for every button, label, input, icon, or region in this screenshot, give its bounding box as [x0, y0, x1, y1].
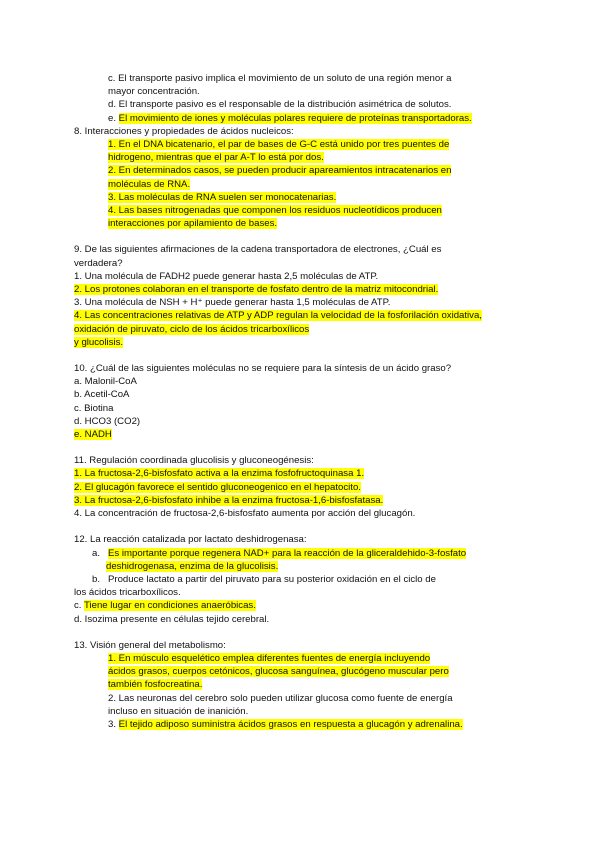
q13-title: 13. Visión general del metabolismo:	[74, 639, 226, 651]
q10-option-b: b. Acetil-CoA	[74, 389, 130, 401]
q12-option-d: d. Isozima presente en células tejido cerebral.	[74, 613, 270, 625]
q7-option-e-prefix: e.	[108, 112, 119, 124]
q12-option-c-prefix: c.	[74, 600, 84, 612]
q10-option-e: e. NADH	[74, 429, 112, 441]
q12-option-b-text1: Produce lactato a partir del piruvato para su posterior oxidación en el ciclo de	[108, 573, 436, 585]
q11-option-3: 3. La fructosa-2,6-bisfosfato inhibe a la enzima fructosa-1,6-bisfosfatasa.	[74, 494, 384, 506]
q8-option-4-line2: interacciones por apilamiento de bases.	[108, 218, 278, 230]
q10-option-a: a. Malonil-CoA	[74, 376, 137, 388]
q10-title: 10. ¿Cuál de las siguientes moléculas no se requiere para la síntesis de un ácido graso?	[74, 363, 452, 375]
q12-title: 12. La reacción catalizada por lactato deshidrogenasa:	[74, 534, 307, 546]
q13-option-3	[74, 718, 530, 731]
q11-option-2: 2. El glucagón favorece el sentido gluconeogenico en el hepatocito.	[74, 481, 361, 493]
q12-option-a-line1	[74, 547, 530, 560]
q8-option-1-line1: 1. En el DNA bicatenario, el par de bases de G-C está unido por tres puentes de	[108, 139, 450, 151]
q12-option-a-prefix: a.	[92, 547, 101, 559]
q7-option-c-line2: mayor concentración.	[108, 86, 200, 98]
q13-option-1-line1: 1. En músculo esquelético emplea diferentes fuentes de energía incluyendo	[108, 652, 431, 664]
q9-option-3: 3. Una molécula de NSH + H⁺ puede generar hasta 1,5 moléculas de ATP.	[74, 297, 391, 309]
q8-title: 8. Interacciones y propiedades de ácidos nucleicos:	[74, 125, 294, 137]
q13-option-2-line1: 2. Las neuronas del cerebro solo pueden utilizar glucosa como fuente de energía	[108, 692, 453, 704]
spacer	[74, 441, 530, 454]
q11-option-4: 4. La concentración de fructosa-2,6-bisfosfato aumenta por acción del glucagón.	[74, 508, 416, 520]
q13-option-3-highlight: El tejido adiposo suministra ácidos grasos en respuesta a glucagón y adrenalina.	[118, 718, 463, 730]
q12-option-b-line1	[74, 573, 530, 586]
q9-option-4-line3: y glucolisis.	[74, 336, 124, 348]
q8-option-2-line1: 2. En determinados casos, se pueden producir apareamientos intracatenarios en	[108, 165, 452, 177]
q8-option-4-line1: 4. Las bases nitrogenadas que componen los residuos nucleotídicos producen	[108, 205, 442, 217]
q9-option-2: 2. Los protones colaboran en el transporte de fosfato dentro de la matriz mitocondrial.	[74, 284, 439, 296]
q9-option-4-line2: oxidación de piruvato, ciclo de los ácidos tricarboxílicos	[74, 323, 310, 335]
q13-option-1-line3: también fosfocreatina.	[108, 679, 203, 691]
q8-option-2-line2: moléculas de RNA.	[108, 178, 191, 190]
q12-option-c	[74, 599, 530, 612]
q12-option-a-text2: deshidrogenasa, enzima de la glucolisis.	[106, 560, 279, 572]
q9-option-1: 1. Una molécula de FADH2 puede generar hasta 2,5 moléculas de ATP.	[74, 270, 379, 282]
q9-title-line1: 9. De las siguientes afirmaciones de la cadena transportadora de electrones, ¿Cuál es	[74, 244, 442, 256]
q8-option-3: 3. Las moléculas de RNA suelen ser monocatenarias.	[108, 191, 337, 203]
q12-option-b-prefix: b.	[92, 573, 101, 585]
q12-option-b-text2: los ácidos tricarboxílicos.	[74, 587, 181, 599]
q11-title: 11. Regulación coordinada glucolisis y gluconeogénesis:	[74, 455, 314, 467]
q7-option-c-line1: c. El transporte pasivo implica el movimiento de un soluto de una región menor a	[108, 73, 452, 84]
spacer	[74, 520, 530, 533]
q12-option-c-highlight: Tiene lugar en condiciones anaeróbicas.	[83, 600, 256, 612]
q7-option-e-highlight: El movimiento de iones y moléculas polares requiere de proteínas transportadoras.	[118, 112, 472, 124]
spacer	[74, 230, 530, 243]
q13-option-2-line2: incluso en situación de inanición.	[108, 705, 249, 717]
spacer	[74, 349, 530, 362]
q12-option-a-text1: Es importante porque regenera NAD+ para la reacción de la gliceraldehido-3-fosfato	[108, 547, 467, 559]
q11-option-1: 1. La fructosa-2,6-bisfosfato activa a la enzima fosfofructoquinasa 1.	[74, 468, 365, 480]
q7-option-e	[74, 112, 530, 125]
q9-option-4-line1: 4. Las concentraciones relativas de ATP y ADP regulan la velocidad de la fosforilación oxidativa,	[74, 310, 482, 322]
q9-title-line2: verdadera?	[74, 257, 123, 269]
q8-option-1-line2: hidrogeno, mientras que el par A-T lo está por dos.	[108, 152, 324, 164]
q7-option-d: d. El transporte pasivo es el responsable de la distribución asimétrica de solutos.	[108, 99, 452, 111]
q10-option-d: d. HCO3 (CO2)	[74, 415, 141, 427]
spacer	[74, 626, 530, 639]
q13-option-3-prefix: 3.	[108, 718, 119, 730]
q13-option-1-line2: ácidos grasos, cuerpos cetónicos, glucosa sanguínea, glucógeno muscular pero	[108, 666, 449, 678]
q10-option-c: c. Biotina	[74, 402, 114, 414]
